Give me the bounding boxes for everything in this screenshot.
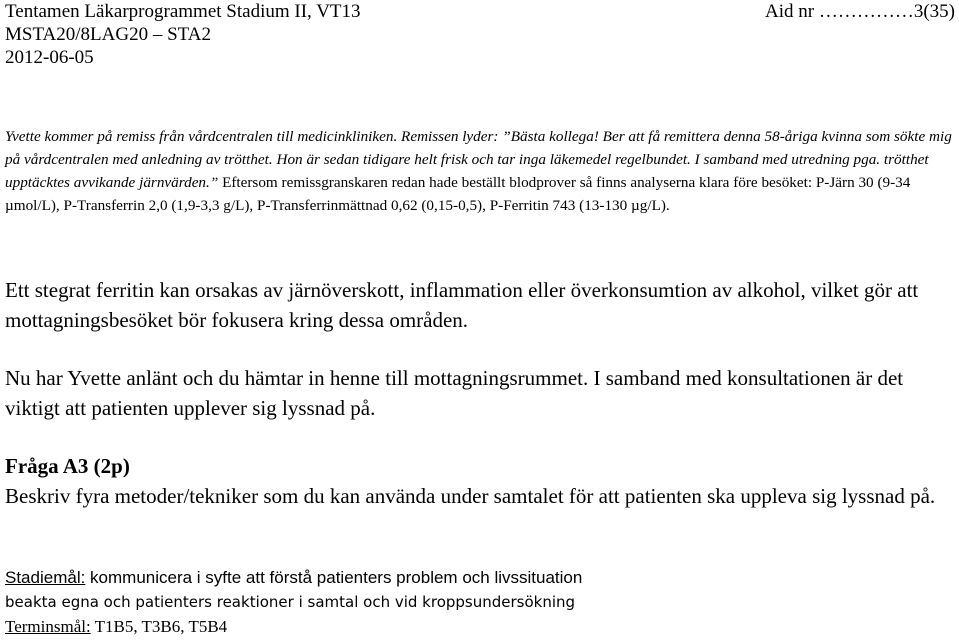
question-title: Fråga A3 (2p) bbox=[5, 454, 130, 478]
ferritin-paragraph: Ett stegrat ferritin kan orsakas av järnöverskott, inflammation eller överkonsumtion av alkohol, vilket gör att mottagningsbesöket bör fokusera kring dessa områden. bbox=[5, 278, 919, 332]
case-description bbox=[5, 125, 955, 217]
aid-number: Aid nr ……………3(35) bbox=[765, 1, 955, 22]
terminsmal-line bbox=[5, 615, 955, 639]
stadiemal-label: Stadiemål: bbox=[5, 568, 86, 587]
stadiemal-line-2: beakta egna och patienters reaktioner i samtal och vid kroppsundersökning bbox=[5, 593, 576, 611]
referral-text: Yvette kommer på remiss från vårdcentralen till medicinkliniken. Remissen lyder: ”Bästa kollega! Ber att få remittera denna 58-åriga kvinna som sökte mig på vårdcentralen med anledning av trötthet. Hon är sedan tidigare helt frisk och tar inga läkemedel regelbundet. I samband med utredning pga. trötthet upptäcktes avvikande järnvärden.” bbox=[5, 128, 952, 191]
course-code: MSTA20/8LAG20 – STA2 bbox=[5, 24, 211, 45]
terminsmal-text: T1B5, T3B6, T5B4 bbox=[90, 617, 228, 636]
lab-results-text: Eftersom remissgranskaren redan hade beställt blodprover så finns analyserna klara före besöket: P-Järn 30 (9-34 µmol/L), P-Transferrin 2,0 (1,9-3,3 g/L), P-Transferrinmättnad 0,62 (0,15-0,5), P-Ferritin 743 (13-130 µg/L). bbox=[5, 174, 911, 214]
learning-goals bbox=[5, 566, 955, 639]
question-text: Beskriv fyra metoder/tekniker som du kan använda under samtalet för att patienten ska uppleva sig lyssnad på. bbox=[5, 484, 936, 508]
page-header bbox=[5, 0, 955, 69]
consultation-paragraph: Nu har Yvette anlänt och du hämtar in henne till mottagningsrummet. I samband med konsultationen är det viktigt att patienten upplever sig lyssnad på. bbox=[5, 366, 904, 420]
stadiemal-line bbox=[5, 566, 955, 590]
course-title: Tentamen Läkarprogrammet Stadium II, VT13 bbox=[5, 1, 361, 22]
exam-date: 2012-06-05 bbox=[5, 47, 94, 68]
terminsmal-label: Terminsmål: bbox=[5, 617, 91, 636]
question-block bbox=[5, 451, 955, 511]
stadiemal-text: kommunicera i syfte att förstå patienters problem och livssituation bbox=[85, 568, 583, 587]
